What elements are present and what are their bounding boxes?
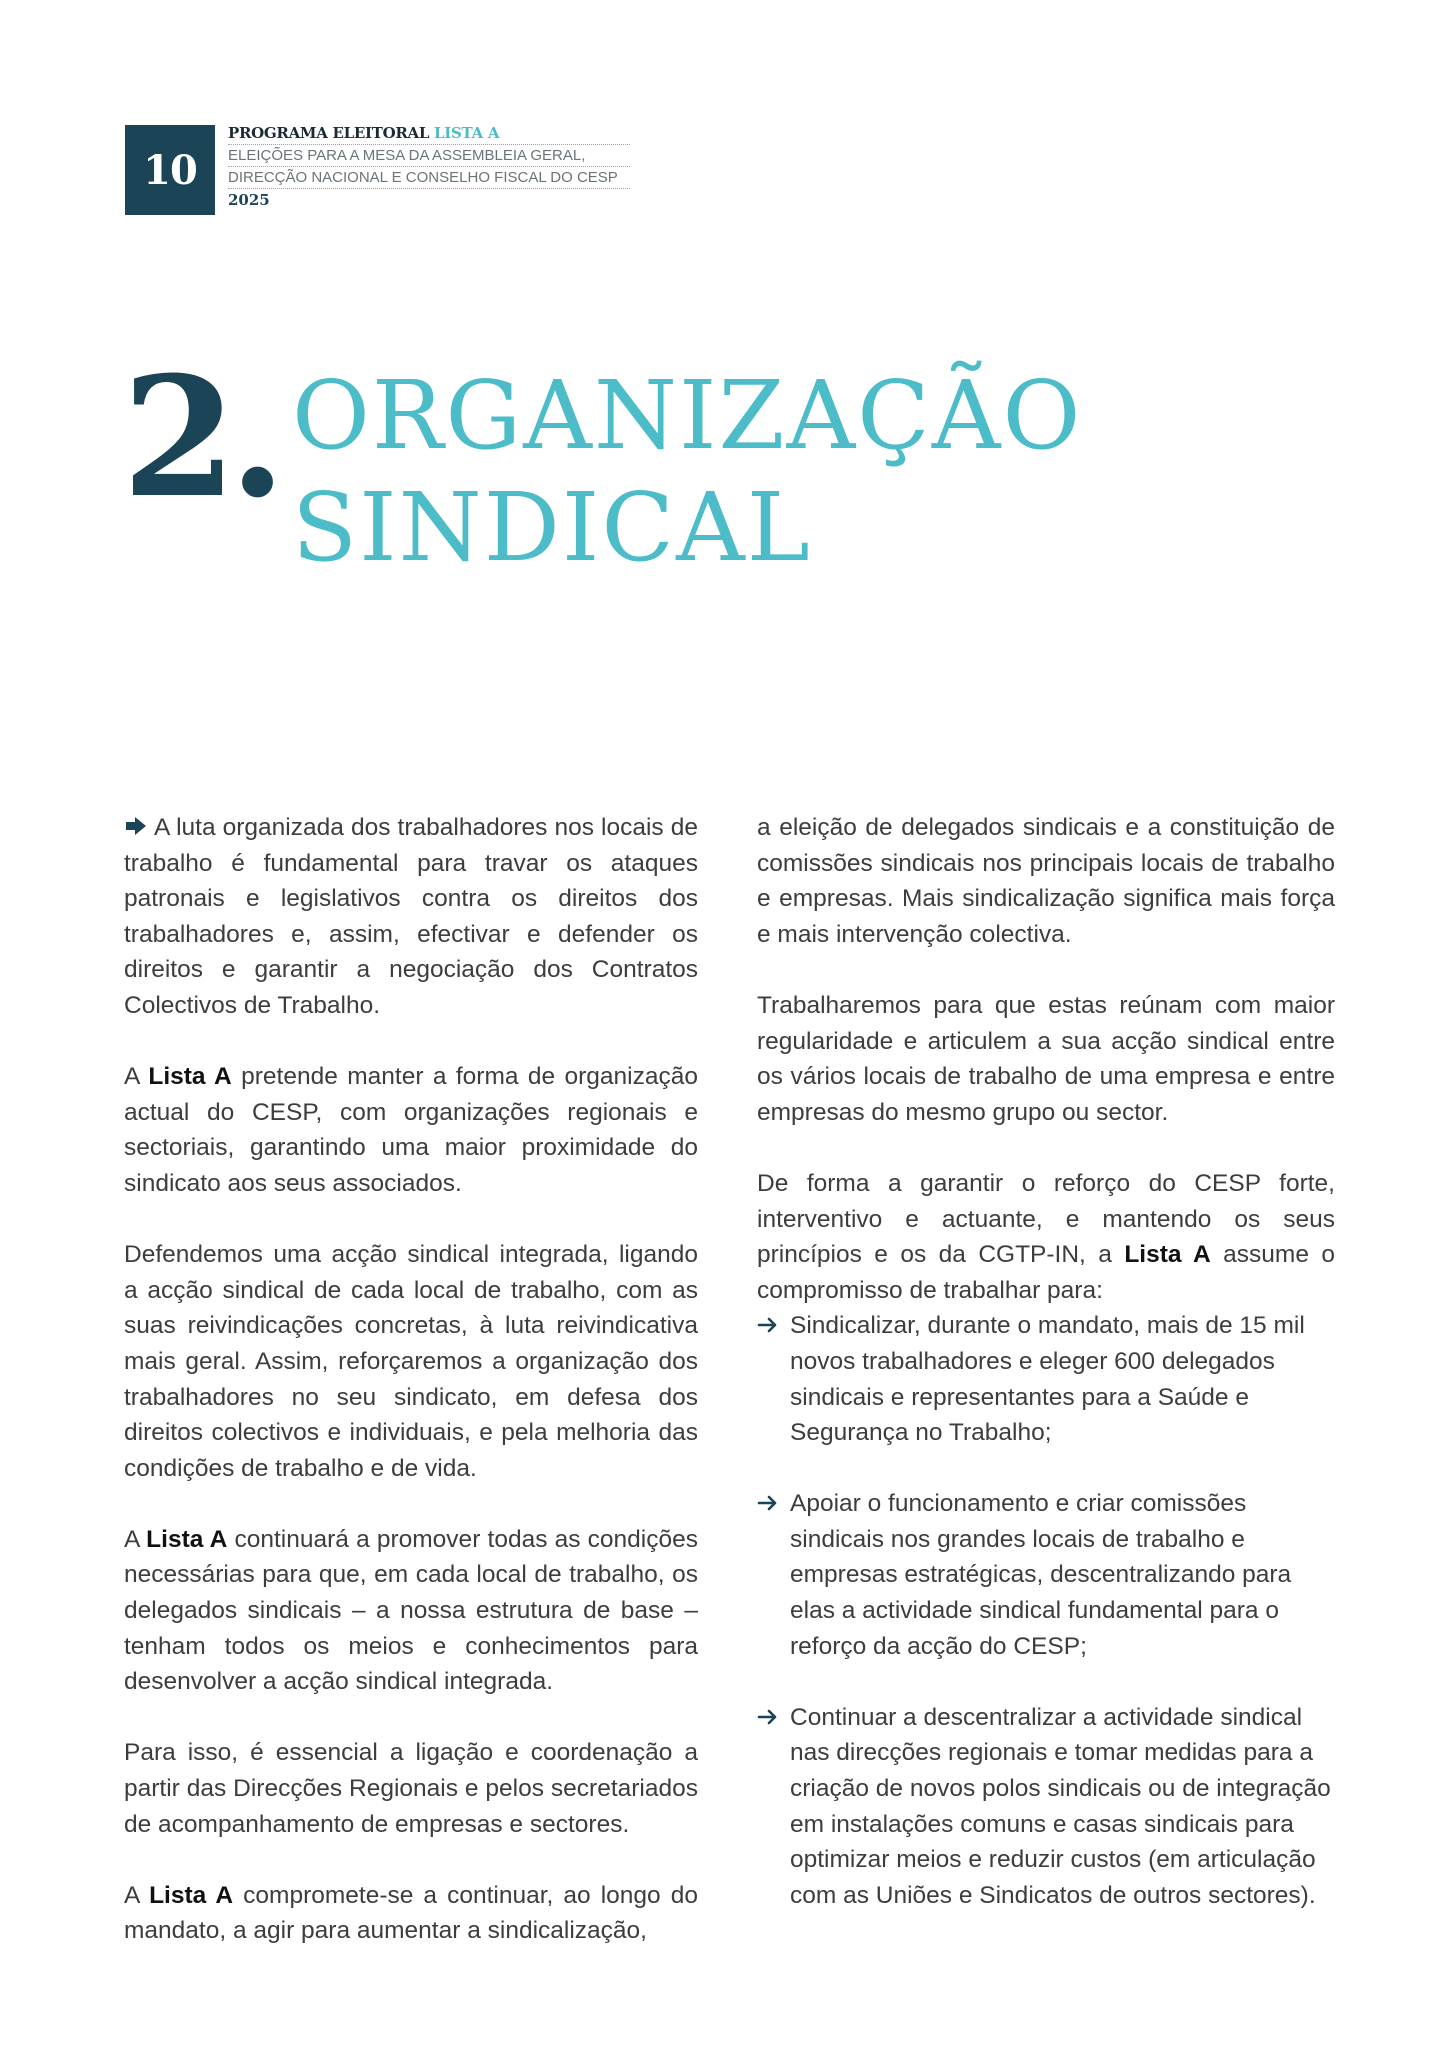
arrow-right-icon [124,814,148,838]
paragraph: Defendemos uma acção sindical integrada, ligando a acção sindical de cada local de trabalho, com as suas reivindicações concretas, à luta reivindicativa mais geral. Assim, reforçaremos a organização dos trabalhadores no seu sindicato, em defesa dos direitos colectivos e individuais, e pela melhoria das condições de trabalho e de vida. [124,1241,698,1482]
list-a-emphasis: Lista A [148,1063,232,1091]
section-title-line-2: SINDICAL [292,473,812,583]
paragraph: a eleição de delegados sindicais e a constituição de comissões sindicais nos principais locais de trabalho e empresas. Mais sindicalização significa mais força e mais intervenção colectiva. [757,814,1335,948]
section-number: 2. [122,340,279,534]
list-a-emphasis: Lista A [1124,1241,1211,1269]
section-title-line-1: ORGANIZAÇÃO [292,361,1083,471]
list-a-emphasis: Lista A [146,1525,228,1553]
paragraph: A Lista A pretende manter a forma de organização actual do CESP, com organizações regionais e sectoriais, garantindo uma maior proximidade do sindicato aos seus associados. [124,1063,698,1197]
running-header [228,124,630,209]
right-column [757,810,1335,1949]
paragraph: Trabalharemos para que estas reúnam com maior regularidade e articulem a sua acção sindical entre os vários locais de trabalho de uma empresa e entre empresas do mesmo grupo ou sector. [757,991,1335,1126]
page-number-box [125,125,215,215]
header-election-line-1: ELEIÇÕES PARA A MESA DA ASSEMBLEIA GERAL, [228,145,630,167]
list-item: Sindicalizar, durante o mandato, mais de 15 mil novos trabalhadores e eleger 600 delegados sindicais e representantes para a Saúde e Segurança no Trabalho; [757,1308,1335,1450]
header-list: LISTA A [434,124,500,142]
page-number: 10 [143,146,197,194]
arrow-right-icon [757,1492,779,1514]
list-a-emphasis: Lista A [149,1881,234,1909]
list-item: Continuar a descentralizar a actividade sindical nas direcções regionais e tomar medidas para a criação de novos polos sindicais ou de integração em instalações comuns e casas sindicais para optimizar meios e reduzir custos (em articulação com as Uniões e Sindicatos de outros sectores). [757,1700,1335,1914]
paragraph: A Lista A continuará a promover todas as condições necessárias para que, em cada local de trabalho, os delegados sindicais – a nossa estrutura de base – tenham todos os meios e conhecimentos para desenvolver a acção sindical integrada. [124,1525,698,1696]
header-year: 2025 [228,191,270,209]
list-item: Apoiar o funcionamento e criar comissões sindicais nos grandes locais de trabalho e empresas estratégicas, descentralizando para elas a actividade sindical fundamental para o reforço da acção do CESP; [757,1486,1335,1664]
paragraph: De forma a garantir o reforço do CESP forte, interventivo e actuante, e mantendo os seus princípios e os da CGTP-IN, a Lista A assume o compromisso de trabalhar para: [757,1169,1335,1304]
left-column [124,810,698,1985]
header-program: PROGRAMA ELEITORAL [228,124,430,142]
arrow-right-icon [757,1314,779,1336]
paragraph: Para isso, é essencial a ligação e coordenação a partir das Direcções Regionais e pelos secretariados de acompanhamento de empresas e sectores. [124,1739,698,1838]
arrow-right-icon [757,1706,779,1728]
paragraph: A Lista A compromete-se a continuar, ao longo do mandato, a agir para aumentar a sindicalização, [124,1881,698,1945]
header-program-line [228,124,630,145]
paragraph: A luta organizada dos trabalhadores nos locais de trabalho é fundamental para travar os ataques patronais e legislativos contra os direitos dos trabalhadores e, assim, efectivar e defender os direitos e garantir a negociação dos Contratos Colectivos de Trabalho. [124,814,698,1019]
section-title [292,360,1082,584]
header-election-line-2: DIRECÇÃO NACIONAL E CONSELHO FISCAL DO CESP [228,167,630,189]
